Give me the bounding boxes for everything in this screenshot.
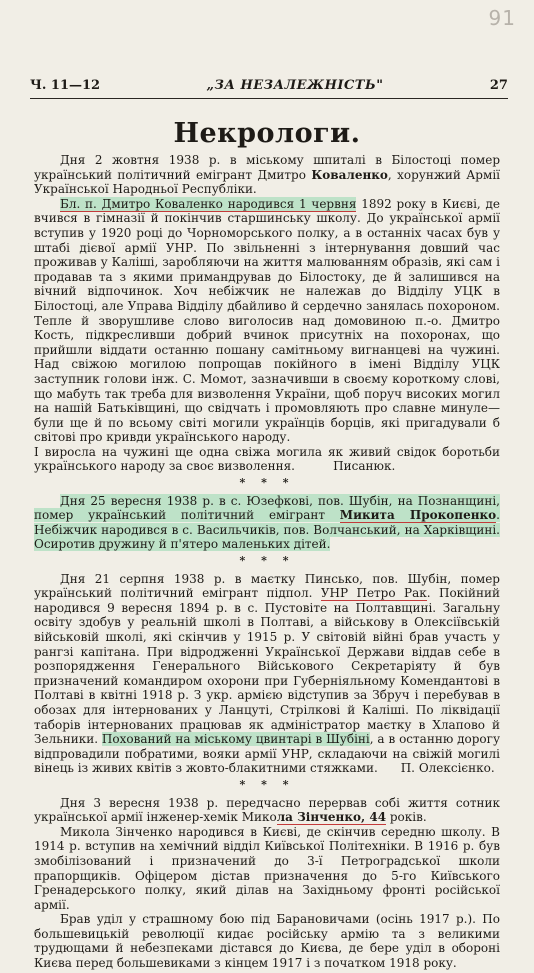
page-header xyxy=(30,78,508,93)
text: . Покійний народився 9 вересня 1894 р. в с. Пустовіте на Полтавщині. Загальну освіту здобув у реальній школі в Полтаві, а військову в Олексіївській військовій школі, які скінчив у 1915 р. У світовій війні брав участь у рангзі капітана. При відродженні Української Держави віддав себе в розпорядження Генерального Військового Секретаріяту й був призначений командиром охорони при Губерніяльному Комендантові в Полтаві в квітні 1918 р. З укр. армією відступив за Збруч і перебував в обозах для інтернованих у Ланцуті, Стрілкові й Каліші. По ліквідації таборів інтернованих працював як адміністратор маєтку в Хлапово й Зельники. xyxy=(34,586,501,747)
obituary-rak xyxy=(34,572,500,776)
paragraph xyxy=(34,153,500,197)
header-rule xyxy=(30,98,508,99)
highlighted-paragraph xyxy=(34,494,500,552)
obituary-zinchenko xyxy=(34,796,500,971)
signature: П. Олексієнко. xyxy=(400,761,495,776)
journal-title: „ЗА НЕЗАЛЕЖНІСТЬ" xyxy=(206,78,384,93)
person-name: УНР Петро Рак xyxy=(320,586,427,601)
highlighted-text: Похований на міському цвинтарі в Шубіні xyxy=(101,732,370,747)
section-title: Некрологи. xyxy=(173,118,361,149)
text: Дня 3 вересня 1938 р. передчасно перервав собі життя сотник української армії інженер-хемік Мико xyxy=(34,795,500,825)
separator: * * * xyxy=(239,777,295,791)
paragraph xyxy=(34,796,500,825)
text: І виросла на чужині ще одна свіжа могила як живий свідок боротьби українського народу за своє визволення. xyxy=(34,444,500,474)
paragraph xyxy=(34,494,500,552)
text: років. xyxy=(386,810,427,825)
person-name: Микита Прокопенко xyxy=(339,508,497,523)
person-name: ла Зінченко, 44 xyxy=(276,810,387,825)
text: Дня 2 жовтня 1938 р. в міському шпиталі в Білостоці помер український політичний емігрант Дмитро xyxy=(34,153,500,182)
obituaries-content xyxy=(34,153,500,973)
text: Дня 25 вересня 1938 р. в с. Юзефкові, пов. Шубін, на Познанщині, помер український політичний емігрант xyxy=(34,493,500,523)
separator: * * * xyxy=(239,554,295,568)
paragraph xyxy=(34,197,500,445)
separator: * * * xyxy=(239,476,295,490)
paragraph: Микола Зінченко народився в Києві, де скінчив середню школу. В 1914 р. вступив на хемічний відділ Київської Політехніки. В 1916 р. був змобілізований і призначений до 3-ї Петроградської школи прапорщиків. Офіцером дістав призначення до 5-го Київського Гренадерського полку, який ділав на Західньому фронті російської армії. xyxy=(34,824,500,912)
text: 1892 року в Києві, де вчився в гімназії й покінчив старшинську школу. До української армії вступив у 1920 році до Чорноморського полку, а в останніх часах був у штабі дієвої армії УНР. По звільненні з інтернування довший час проживав у Калішi, заробляючи на життя малюванням образів, які сам і продавав та з якими примандрував до Білостоку, де й залишився на вічний відпочинок. Хоч небіжчик не належав до Відділу УЦК в Білостоці, але Управа Відділу дбайливо й сердечно занялась похороном. Тепле й зворушливе слово виголосив над домовиною п.-о. Дмитро Кость, підкресливши добрий вчинок присутніх на похоронах, що прийшли віддати останню пошану самітньому вигнанцеві на чужині. Над свіжою могилою попрощав покійного в імені Відділу УЦК заступник голови інж. С. Момот, зазначивши в своєму короткому слові, що мабуть так треба для визволення України, щоб поруч високих могил на нашій Батьківщині, що свідчать і промовляють про славне минуле—були ще й по всьому світі могили українців борців, які пригадували б світові про кривди українського народу. xyxy=(34,196,500,445)
signature: Писанюк. xyxy=(333,459,396,474)
closing-line xyxy=(34,445,500,474)
issue-number: Ч. 11—12 xyxy=(30,78,101,93)
paragraph xyxy=(34,572,500,776)
paragraph: Брав уділ у страшному бою під Барановичами (осінь 1917 р.). По большевицькій революції кидає російську армію та з великими трудющами й небезпеками дістався до Києва, де бере уділ в обороні Києва перед большевиками з кінцем 1917 і з початком 1918 року. xyxy=(34,912,500,971)
page-number: 27 xyxy=(489,78,508,93)
person-name: Коваленко xyxy=(311,167,388,182)
text: , хорунжий Армії Української Народньої Республіки. xyxy=(34,167,500,197)
highlighted-text: Бл. п. Дмитро Коваленко народився 1 червня xyxy=(60,196,357,211)
handwritten-page-number: 91 xyxy=(488,6,516,30)
obituary-kovalenko xyxy=(34,153,500,474)
text: , а в останню дорогу відпровадили побратими, вояки армії УНР, складаючи на свіжій могилі вінець із живих квітів з жовто-блакитними стяжками. xyxy=(34,732,501,776)
obituary-prokopenko xyxy=(34,494,500,552)
text: . Небіжчик народився в с. Васильчиків, пов. Волчанський, на Харківщині. Осиротив дружину й п'ятеро маленьких дітей. xyxy=(34,508,500,552)
text: Дня 21 серпня 1938 р. в маєтку Пинсько, пов. Шубін, помер український політичний емігрант підпол. xyxy=(34,571,500,601)
